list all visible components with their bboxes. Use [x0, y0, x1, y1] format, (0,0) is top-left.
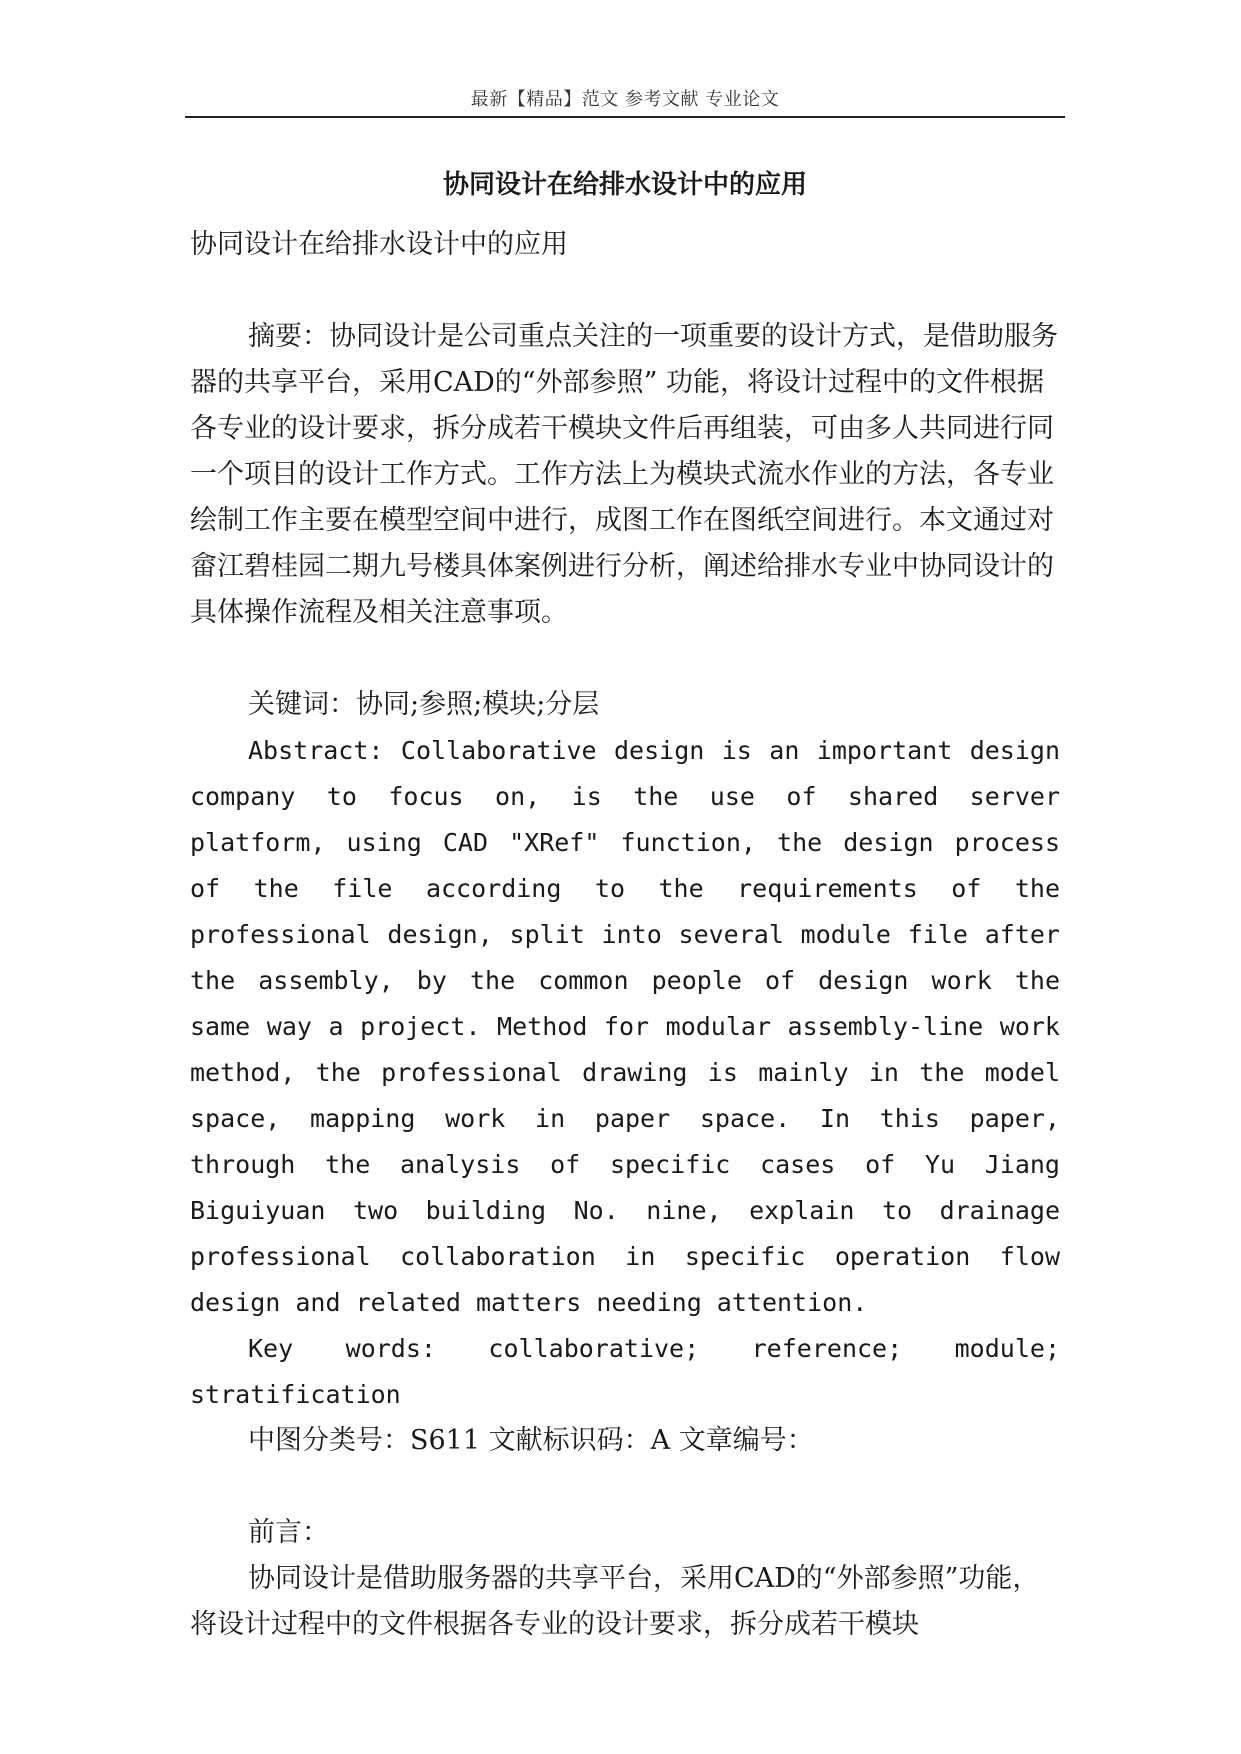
abstract-english: Abstract: Collaborative design is an important design company to focus on, is the use of shared server platform, using CAD "XRef" function, the design process of the file according to the requirements of the professional design, split into several module file after the assembly, by the common people of design work the same way a project. Method for modular assembly-line work method, the professional drawing is mainly in the model space, mapping work in paper space. In this paper, through the analysis of specific cases of Yu Jiang Biguiyuan two building No. nine, explain to drainage professional collaboration in specific operation flow design and related matters needing attention. [190, 736, 1060, 1317]
header-divider [185, 116, 1065, 118]
classification-line: 中图分类号：S611 文献标识码：A 文章编号： [248, 1425, 814, 1456]
document-body [190, 222, 1060, 1648]
abstract-chinese: 摘要：协同设计是公司重点关注的一项重要的设计方式，是借助服务器的共享平台，采用CAD的“外部参照” 功能，将设计过程中的文件根据各专业的设计要求，拆分成若干模块文件后再组装，可由多人共同进行同一个项目的设计工作方式。工作方法上为模块式流水作业的方法，各专业绘制工作主要在模型空间中进行，成图工作在图纸空间进行。本文通过对畲江碧桂园二期九号楼具体案例进行分析，阐述给排水专业中协同设计的具体操作流程及相关注意事项。 [190, 321, 1058, 628]
preface-heading: 前言： [248, 1517, 329, 1548]
document-title: 协同设计在给排水设计中的应用 [442, 170, 807, 200]
page-header: 最新【精品】范文 参考文献 专业论文 [470, 89, 780, 110]
keywords-english: Key words: collaborative; reference; module; stratification [190, 1334, 1060, 1409]
keywords-chinese: 关键词：协同;参照;模块;分层 [248, 689, 600, 720]
document-subtitle: 协同设计在给排水设计中的应用 [190, 229, 568, 260]
preface-paragraph: 协同设计是借助服务器的共享平台，采用CAD的“外部参照”功能，将设计过程中的文件根据各专业的设计要求，拆分成若干模块 [190, 1563, 1040, 1640]
